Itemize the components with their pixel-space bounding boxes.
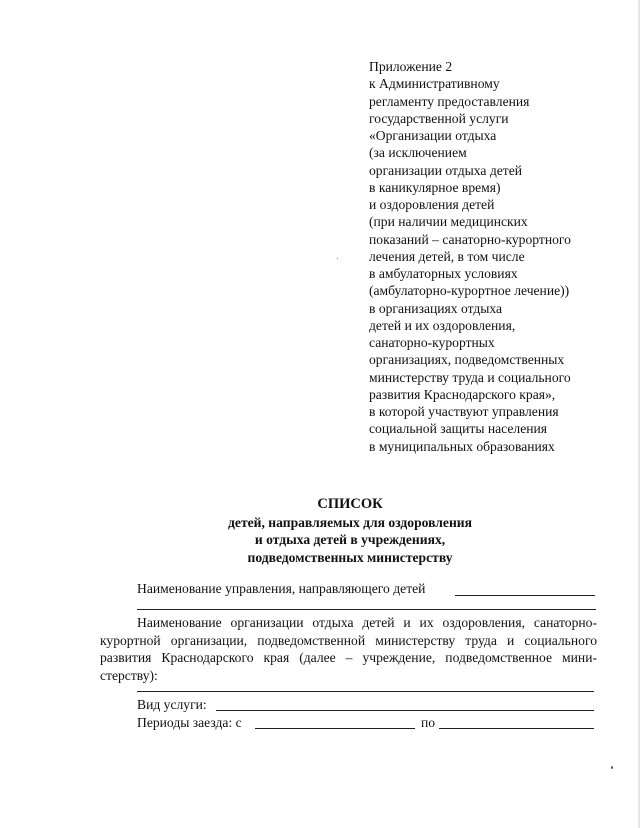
appendix-line: санаторно-курортных bbox=[369, 335, 495, 350]
department-field[interactable] bbox=[455, 595, 595, 596]
title-line: детей, направляемых для оздоровления bbox=[228, 514, 472, 530]
organization-line: развития Краснодарского края (далее – учреждение, подведомственное мини- bbox=[100, 650, 597, 665]
appendix-line: в которой участвуют управления bbox=[369, 404, 559, 419]
appendix-line: к Административному bbox=[369, 76, 500, 92]
appendix-line: Приложение 2 bbox=[369, 59, 453, 74]
scan-speck bbox=[611, 766, 613, 769]
appendix-line: в каникулярное время) bbox=[369, 179, 501, 195]
appendix-line: (за исключением bbox=[369, 145, 467, 161]
appendix-line: организации отдыха детей bbox=[369, 162, 523, 178]
title-line: подведомственных министерству bbox=[247, 549, 453, 565]
appendix-line: социальной защиты населения bbox=[369, 421, 548, 437]
organization-value-field[interactable] bbox=[137, 691, 594, 692]
appendix-line: «Организации отдыха bbox=[369, 128, 497, 143]
appendix-line: развития Краснодарского края», bbox=[369, 386, 556, 402]
title-line: и отдыха детей в учреждениях, bbox=[254, 532, 446, 547]
appendix-line: государственной услуги bbox=[369, 110, 509, 126]
appendix-line: в амбулаторных условиях bbox=[369, 266, 518, 281]
organization-paragraph bbox=[100, 614, 597, 684]
organization-line: Наименование организации отдыха детей и их оздоровления, санаторно- bbox=[137, 615, 597, 630]
appendix-line: показаний – санаторно-курортного bbox=[369, 231, 571, 247]
list-title bbox=[120, 496, 580, 566]
appendix-line: регламенту предоставления bbox=[369, 93, 530, 109]
appendix-line: в организациях отдыха bbox=[369, 300, 503, 316]
periods-to-label: по bbox=[421, 715, 436, 730]
department-label: Наименование управления, направляющего детей bbox=[137, 581, 426, 596]
service-type-field[interactable] bbox=[216, 710, 594, 711]
period-end-field[interactable] bbox=[439, 728, 594, 729]
periods-from-label: Периоды заезда: с bbox=[137, 715, 242, 730]
appendix-line: и оздоровления детей bbox=[369, 197, 495, 212]
scan-speck bbox=[337, 258, 338, 259]
appendix-header bbox=[369, 58, 619, 455]
appendix-line: организациях, подведомственных bbox=[369, 352, 565, 368]
organization-line: курортной организации, подведомственной министерству труда и социального bbox=[100, 632, 597, 648]
appendix-line: (амбулаторно-курортное лечение)) bbox=[369, 283, 570, 299]
appendix-line: лечения детей, в том числе bbox=[369, 248, 525, 264]
appendix-line: детей и их оздоровления, bbox=[369, 317, 516, 333]
organization-line: стерству): bbox=[100, 667, 158, 683]
title-main: СПИСОК bbox=[317, 496, 383, 512]
period-start-field[interactable] bbox=[255, 728, 415, 729]
appendix-line: (при наличии медицинских bbox=[369, 214, 528, 230]
appendix-line: министерству труда и социального bbox=[369, 369, 571, 385]
service-type-label: Вид услуги: bbox=[137, 697, 207, 712]
organization-name-field[interactable] bbox=[137, 609, 596, 610]
appendix-line: в муниципальных образованиях bbox=[369, 438, 555, 454]
